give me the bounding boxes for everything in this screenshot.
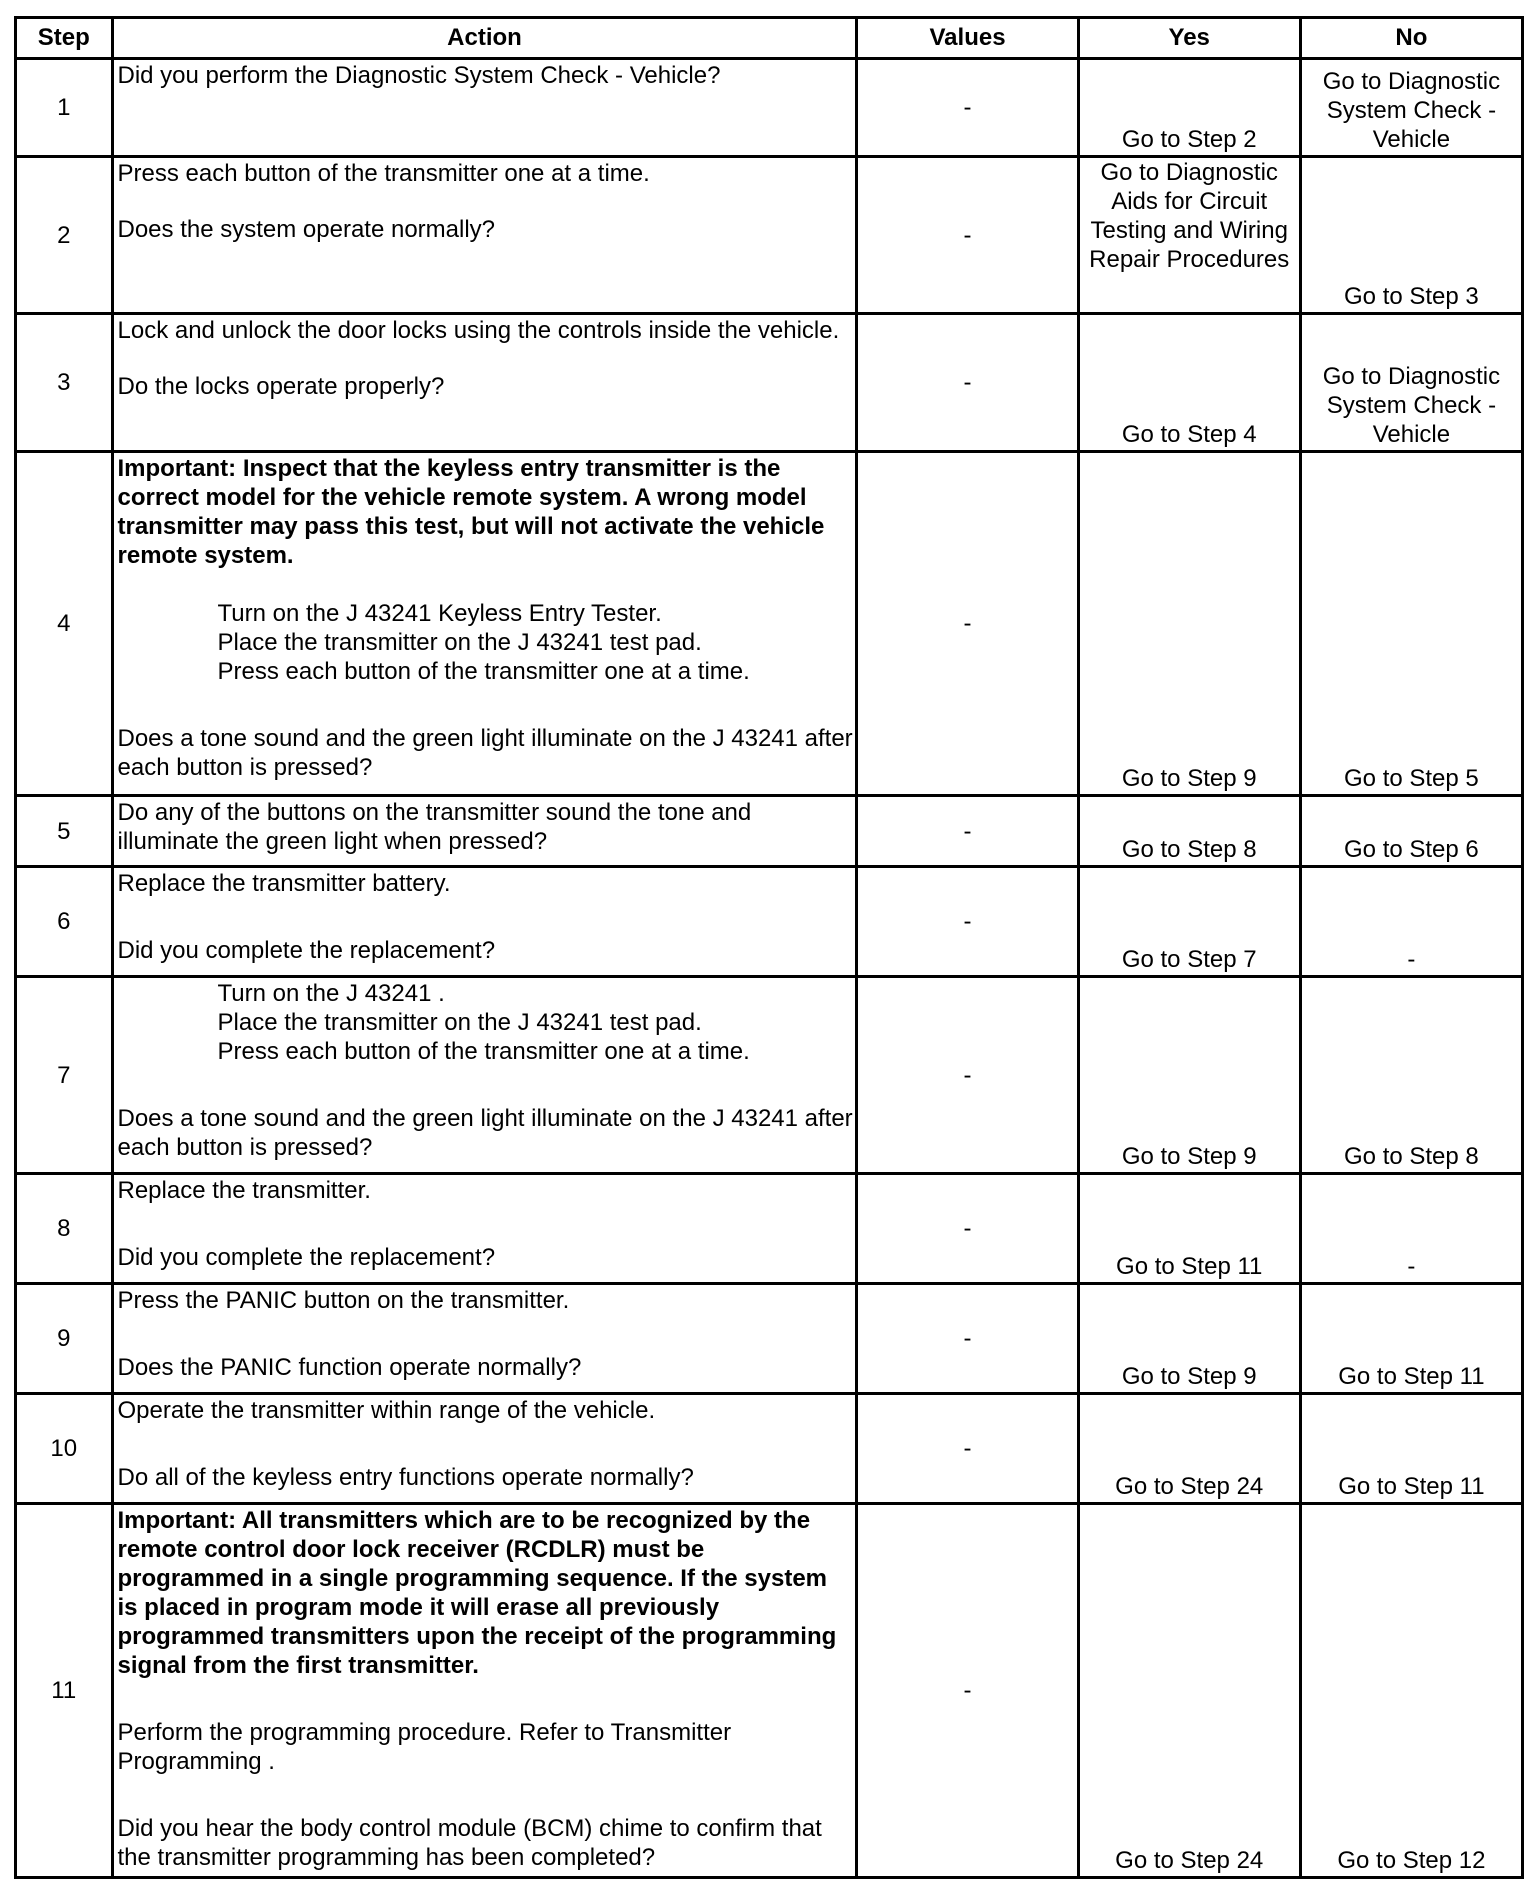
no-link[interactable]: Go to Step 8: [1300, 977, 1522, 1174]
action-cell: [112, 1504, 857, 1878]
yes-link[interactable]: Go to Step 9: [1078, 1284, 1300, 1394]
list-item: Turn on the J 43241 Keyless Entry Tester.: [217, 600, 662, 627]
values-cell: -: [857, 1284, 1078, 1394]
no-link[interactable]: Go to Diagnostic System Check - Vehicle: [1300, 314, 1522, 452]
yes-link[interactable]: Go to Step 8: [1078, 796, 1300, 867]
table-row: [16, 1504, 1523, 1878]
action-cell: [112, 1174, 857, 1284]
list-item: Turn on the J 43241 .: [217, 980, 445, 1007]
action-question: Do the locks operate properly?: [117, 373, 445, 400]
action-instruction: Lock and unlock the door locks using the controls inside the vehicle.: [117, 317, 840, 344]
step-number: 8: [16, 1174, 113, 1284]
important-note: Important: Inspect that the keyless entry transmitter is the correct model for the vehicle remote system. A wrong model transmitter may pass this test, but will not activate the vehicle remote system.: [117, 455, 825, 569]
table-row: [16, 867, 1523, 977]
no-link[interactable]: -: [1300, 867, 1522, 977]
action-instruction: Press each button of the transmitter one at a time.: [117, 160, 650, 187]
yes-link[interactable]: Go to Step 7: [1078, 867, 1300, 977]
table-row: [16, 157, 1523, 314]
action-instruction: Replace the transmitter.: [117, 1177, 371, 1204]
table-row: [16, 796, 1523, 867]
values-cell: -: [857, 314, 1078, 452]
header-row: [16, 18, 1523, 59]
action-cell: [112, 977, 857, 1174]
action-instruction: Replace the transmitter battery.: [117, 870, 451, 897]
values-cell: -: [857, 867, 1078, 977]
step-number: 4: [16, 452, 113, 796]
list-item: Place the transmitter on the J 43241 test pad.: [217, 1009, 702, 1036]
diagnostic-table: [14, 16, 1524, 1879]
no-link[interactable]: Go to Step 6: [1300, 796, 1522, 867]
header-no: No: [1300, 18, 1522, 59]
yes-link[interactable]: Go to Step 2: [1078, 59, 1300, 157]
step-number: 7: [16, 977, 113, 1174]
action-question: Did you hear the body control module (BCM) chime to confirm that the transmitter programming has been completed?: [117, 1815, 822, 1871]
no-link[interactable]: Go to Step 5: [1300, 452, 1522, 796]
action-question: Does the system operate normally?: [117, 216, 496, 243]
step-number: 6: [16, 867, 113, 977]
action-instruction: Press the PANIC button on the transmitter.: [117, 1287, 570, 1314]
action-question: Do any of the buttons on the transmitter sound the tone and illuminate the green light when pressed?: [117, 799, 752, 855]
header-values: Values: [857, 18, 1078, 59]
values-cell: -: [857, 796, 1078, 867]
yes-link[interactable]: Go to Step 24: [1078, 1504, 1300, 1878]
no-link[interactable]: Go to Step 12: [1300, 1504, 1522, 1878]
action-cell: [112, 452, 857, 796]
action-instruction: Operate the transmitter within range of the vehicle.: [117, 1397, 656, 1424]
action-question: Do all of the keyless entry functions operate normally?: [117, 1464, 694, 1491]
no-link[interactable]: Go to Diagnostic System Check - Vehicle: [1300, 59, 1522, 157]
values-cell: -: [857, 1394, 1078, 1504]
table-row: [16, 59, 1523, 157]
step-number: 11: [16, 1504, 113, 1878]
action-instruction: Perform the programming procedure. Refer to Transmitter Programming .: [117, 1719, 732, 1775]
table-row: [16, 977, 1523, 1174]
no-link[interactable]: Go to Step 11: [1300, 1394, 1522, 1504]
table-row: [16, 1284, 1523, 1394]
list-item: Place the transmitter on the J 43241 test pad.: [217, 629, 702, 656]
important-note: Important: All transmitters which are to be recognized by the remote control door lock receiver (RCDLR) must be programmed in a single programming sequence. If the system is placed in program mode it will erase all previously programmed transmitters upon the receipt of the programming signal from the first transmitter.: [117, 1507, 837, 1679]
no-link[interactable]: Go to Step 11: [1300, 1284, 1522, 1394]
values-cell: -: [857, 452, 1078, 796]
action-question: Did you perform the Diagnostic System Check - Vehicle?: [117, 62, 721, 89]
action-question: Does the PANIC function operate normally?: [117, 1354, 582, 1381]
action-question: Does a tone sound and the green light illuminate on the J 43241 after each button is pressed?: [117, 725, 853, 781]
action-cell: [112, 796, 857, 867]
yes-link[interactable]: Go to Step 11: [1078, 1174, 1300, 1284]
step-number: 10: [16, 1394, 113, 1504]
step-number: 2: [16, 157, 113, 314]
values-cell: -: [857, 157, 1078, 314]
values-cell: -: [857, 59, 1078, 157]
yes-link[interactable]: Go to Step 24: [1078, 1394, 1300, 1504]
procedure-list: [118, 979, 854, 1066]
values-cell: -: [857, 977, 1078, 1174]
step-number: 1: [16, 59, 113, 157]
no-link[interactable]: -: [1300, 1174, 1522, 1284]
values-cell: -: [857, 1174, 1078, 1284]
header-action: Action: [112, 18, 857, 59]
yes-link[interactable]: Go to Step 4: [1078, 314, 1300, 452]
procedure-list: [118, 599, 854, 686]
yes-link[interactable]: Go to Step 9: [1078, 452, 1300, 796]
list-item: Press each button of the transmitter one at a time.: [217, 1038, 750, 1065]
list-item: Press each button of the transmitter one at a time.: [217, 658, 750, 685]
values-cell: -: [857, 1504, 1078, 1878]
table-row: [16, 1174, 1523, 1284]
step-number: 9: [16, 1284, 113, 1394]
action-question: Did you complete the replacement?: [117, 937, 496, 964]
header-step: Step: [16, 18, 113, 59]
action-cell: [112, 1284, 857, 1394]
step-number: 3: [16, 314, 113, 452]
table-row: [16, 314, 1523, 452]
table-row: [16, 1394, 1523, 1504]
no-link[interactable]: Go to Step 3: [1300, 157, 1522, 314]
header-yes: Yes: [1078, 18, 1300, 59]
action-cell: [112, 1394, 857, 1504]
table-row: [16, 452, 1523, 796]
yes-link[interactable]: Go to Diagnostic Aids for Circuit Testing and Wiring Repair Procedures: [1078, 157, 1300, 314]
action-question: Does a tone sound and the green light illuminate on the J 43241 after each button is pressed?: [117, 1105, 853, 1161]
step-number: 5: [16, 796, 113, 867]
yes-link[interactable]: Go to Step 9: [1078, 977, 1300, 1174]
action-cell: [112, 867, 857, 977]
action-cell: [112, 59, 857, 157]
action-cell: [112, 314, 857, 452]
action-cell: [112, 157, 857, 314]
action-question: Did you complete the replacement?: [117, 1244, 496, 1271]
